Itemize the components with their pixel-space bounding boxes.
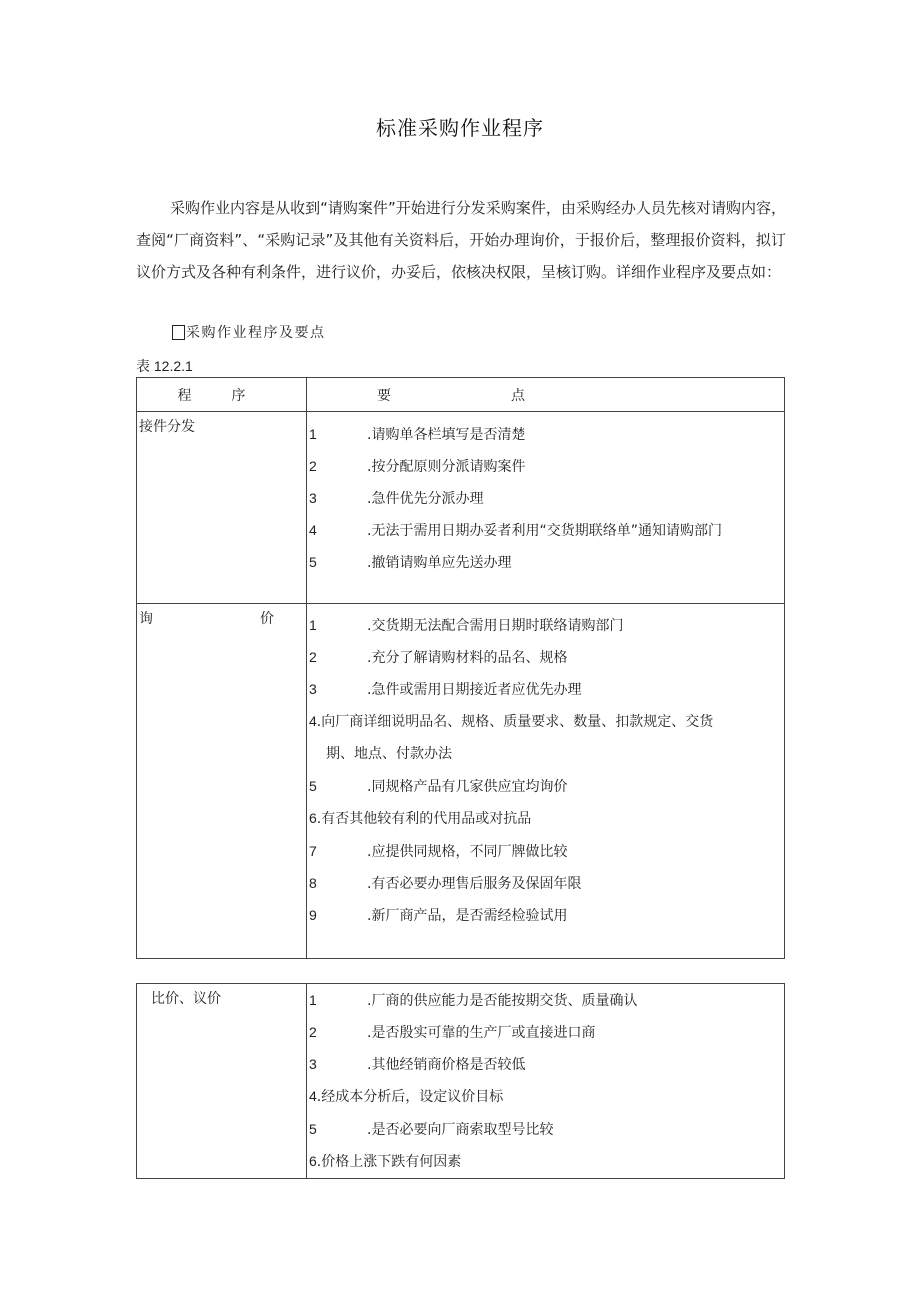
list-item: 7 .应提供同规格，不同厂牌做比较 [309, 843, 568, 860]
list-item: 5 .是否必要向厂商索取型号比较 [309, 1121, 554, 1138]
points-cell [307, 604, 785, 959]
procedure-cell [137, 412, 307, 604]
table-caption: 表 12.2.1 [136, 358, 193, 374]
subheading-text: 采购作业程序及要点 [186, 325, 326, 341]
procedure-table-continued [136, 983, 785, 1179]
list-item: 9 .新厂商产品，是否需经检验试用 [309, 907, 568, 924]
table-header-row [137, 378, 785, 412]
list-item: 2 .是否殷实可靠的生产厂或直接进口商 [309, 1024, 596, 1041]
list-item: 4 .无法于需用日期办妥者利用“交货期联络单”通知请购部门 [309, 522, 722, 539]
list-item: 4.经成本分析后，设定议价目标 [309, 1088, 504, 1105]
checkbox-icon [172, 325, 185, 340]
header-key-points: 要 点 [307, 378, 785, 412]
procedure-label: 询 价 [139, 611, 274, 627]
list-item: 8 .有否必要办理售后服务及保固年限 [309, 875, 582, 892]
list-item: 3 .其他经销商价格是否较低 [309, 1056, 526, 1073]
procedure-label: 接件分发 [139, 419, 195, 435]
procedure-cell [137, 984, 307, 1179]
table-row [137, 604, 785, 959]
table-row [137, 984, 785, 1179]
list-item: 3 .急件或需用日期接近者应优先办理 [309, 681, 582, 698]
list-item: 3 .急件优先分派办理 [309, 490, 484, 507]
header-procedure: 程序 [137, 378, 307, 412]
points-cell [307, 984, 785, 1179]
list-item: 2 .充分了解请购材料的品名、规格 [309, 649, 568, 666]
list-item: 5 .撤销请购单应先送办理 [309, 554, 512, 571]
procedure-cell [137, 604, 307, 959]
table-row [137, 412, 785, 604]
document-title: 标准采购作业程序 [376, 116, 544, 140]
list-item: 6.有否其他较有利的代用品或对抗品 [309, 810, 532, 827]
list-item: 6.价格上涨下跌有何因素 [309, 1153, 462, 1170]
procedure-table [136, 377, 785, 959]
list-item: 1 .请购单各栏填写是否清楚 [309, 426, 526, 443]
list-item: 1 .厂商的供应能力是否能按期交货、质量确认 [309, 992, 638, 1009]
list-item: 2 .按分配原则分派请购案件 [309, 458, 526, 475]
list-item: 4.向厂商详细说明品名、规格、质量要求、数量、扣款规定、交货 期、地点、付款办法 [309, 713, 714, 762]
procedure-label: 比价、议价 [151, 991, 221, 1007]
list-item: 1 .交货期无法配合需用日期时联络请购部门 [309, 617, 624, 634]
points-cell [307, 412, 785, 604]
list-item: 5 .同规格产品有几家供应宜均询价 [309, 778, 568, 795]
intro-paragraph: 采购作业内容是从收到“请购案件”开始进行分发采购案件，由采购经办人员先核对请购内容，查阅“厂商资料”、“采购记录”及其他有关资料后，开始办理询价，于报价后，整理报价资料，拟订议价方式及各种有利条件，进行议价，办妥后，依核决权限，呈核订购。详细作业程序及要点如： [136, 199, 786, 281]
subheading [172, 322, 326, 342]
